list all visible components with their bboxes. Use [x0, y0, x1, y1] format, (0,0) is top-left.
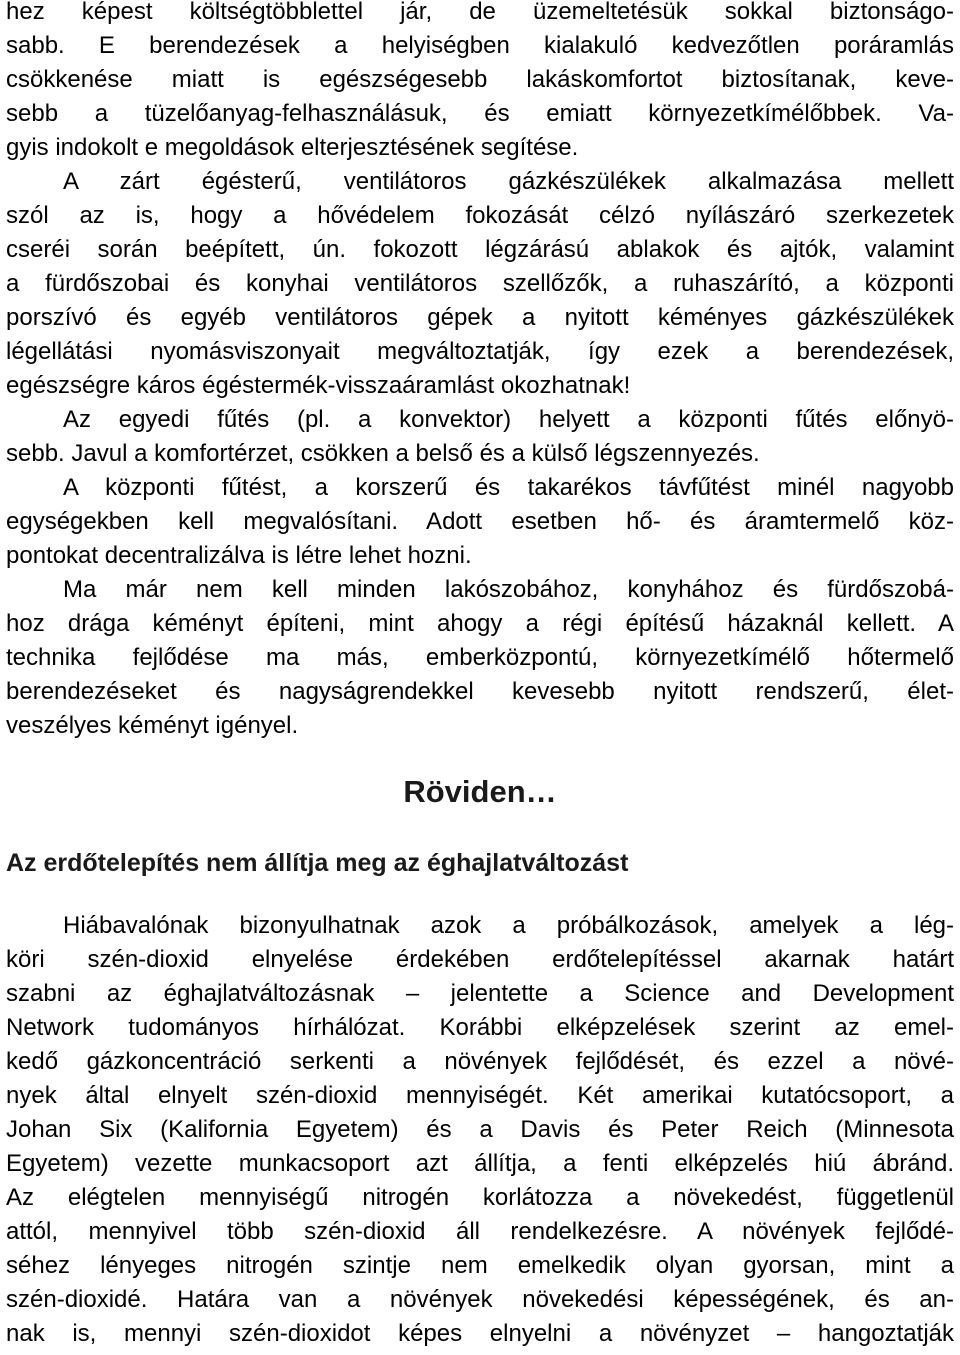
text-line: berendezéseket és nagyságrendekkel kevesebb nyitott rendszerű, élet- — [6, 678, 954, 705]
text-line: porszívó és egyéb ventilátoros gépek a nyitott kéményes gázkészülékek — [6, 304, 954, 331]
text-line: kedő gázkoncentráció serkenti a növények fejlődését, és ezzel a növé- — [6, 1048, 954, 1075]
text-line: szén-dioxidé. Határa van a növények növekedési képességének, és an- — [6, 1286, 954, 1313]
text-line: Az elégtelen mennyiségű nitrogén korlátozza a növekedést, függetlenül — [6, 1184, 954, 1211]
article-body-part1 — [6, 0, 954, 743]
text-line: sabb. E berendezések a helyiségben kialakuló kedvezőtlen poráramlás — [6, 32, 954, 59]
text-line: A zárt égésterű, ventilátoros gázkészülékek alkalmazása mellett — [63, 168, 954, 195]
text-line: Johan Six (Kalifornia Egyetem) és a Davis és Peter Reich (Minnesota — [6, 1116, 954, 1143]
text-line: pontokat decentralizálva is létre lehet hozni. — [6, 542, 472, 569]
text-line: Ma már nem kell minden lakószobához, konyhához és fürdőszobá- — [63, 576, 954, 603]
text-line: Network tudományos hírhálózat. Korábbi elképzelések szerint az emel- — [6, 1014, 954, 1041]
text-line: sebb a tüzelőanyag-felhasználásuk, és emiatt környezetkímélőbbek. Va- — [6, 100, 954, 127]
text-line: technika fejlődése ma más, emberközpontú, környezetkímélő hőtermelő — [6, 644, 954, 671]
text-line: egységekben kell megvalósítani. Adott esetben hő- és áramtermelő köz- — [6, 508, 954, 535]
text-line: köri szén-dioxid elnyelése érdekében erdőtelepítéssel akarnak határt — [6, 946, 954, 973]
text-line: szól az is, hogy a hővédelem fokozását célzó nyílászáró szerkezetek — [6, 202, 954, 229]
text-line: egészségre káros égéstermék-visszaáramlást okozhatnak! — [6, 372, 631, 399]
text-line: nyek által elnyelt szén-dioxid mennyiségét. Két amerikai kutatócsoport, a — [6, 1082, 954, 1109]
text-line: sebb. Javul a komfortérzet, csökken a belső és a külső légszennyezés. — [6, 440, 760, 467]
text-line: hoz drága kéményt építeni, mint ahogy a régi építésű házaknál kellett. A — [6, 610, 954, 637]
text-line: a fürdőszobai és konyhai ventilátoros szellőzők, a ruhaszárító, a központi — [6, 270, 954, 297]
text-line: Hiábavalónak bizonyulhatnak azok a próbálkozások, amelyek a lég- — [63, 912, 954, 939]
text-line: gyis indokolt e megoldások elterjesztésének segítése. — [6, 134, 579, 161]
text-line: légellátási nyomásviszonyait megváltoztatják, így ezek a berendezések, — [6, 338, 954, 365]
text-line: veszélyes kéményt igényel. — [6, 712, 299, 739]
text-line: séhez lényeges nitrogén szintje nem emelkedik olyan gyorsan, mint a — [6, 1252, 954, 1279]
text-line: csökkenése miatt is egészségesebb lakáskomfortot biztosítanak, keve- — [6, 66, 954, 93]
article-body-part2 — [6, 909, 954, 1351]
text-line: Az egyedi fűtés (pl. a konvektor) helyett a központi fűtés előnyö- — [63, 406, 954, 433]
article-title: Az erdőtelepítés nem állítja meg az éghajlatváltozást — [6, 849, 629, 877]
section-heading: Röviden… — [403, 774, 557, 809]
text-line: attól, mennyivel több szén-dioxid áll rendelkezésre. A növények fejlődé- — [6, 1218, 954, 1245]
text-line: A központi fűtést, a korszerű és takarékos távfűtést minél nagyobb — [63, 474, 954, 501]
text-line: Egyetem) vezette munkacsoport azt állítja, a fenti elképzelés hiú ábránd. — [6, 1150, 954, 1177]
text-line: nak is, mennyi szén-dioxidot képes elnyelni a növényzet – hangoztatják — [6, 1320, 954, 1347]
text-line: hez képest költségtöbblettel jár, de üzemeltetésük sokkal biztonságo- — [6, 0, 954, 25]
text-line: cseréi során beépített, ún. fokozott légzárású ablakok és ajtók, valamint — [6, 236, 954, 263]
text-line: szabni az éghajlatváltozásnak – jelentette a Science and Development — [6, 980, 954, 1007]
